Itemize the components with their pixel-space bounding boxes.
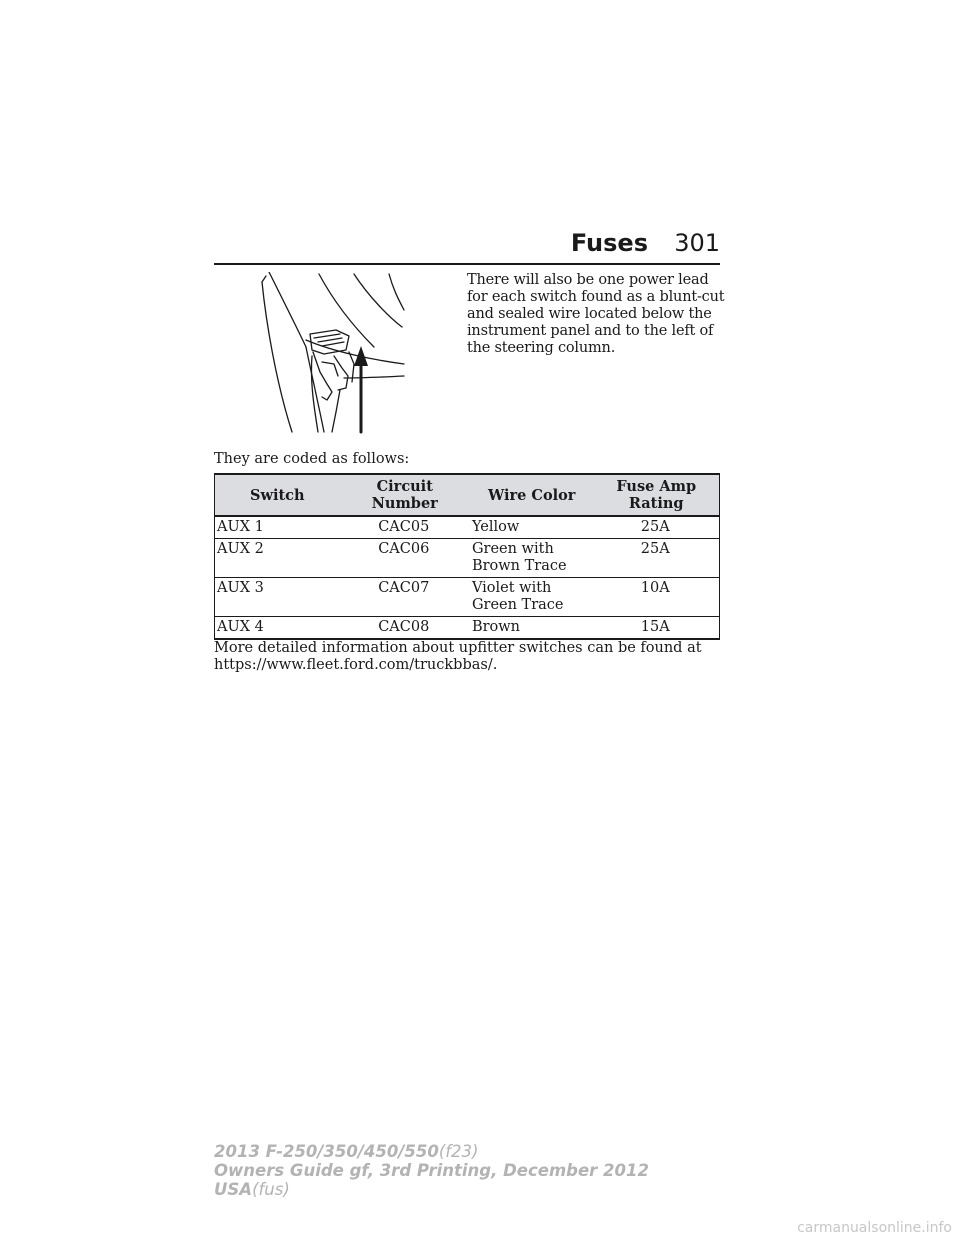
cell-wire-line1: Violet with <box>471 580 552 596</box>
cell-wire-line1: Green with <box>471 541 554 557</box>
header-fuse-amp-rating <box>594 474 720 516</box>
cell-switch: AUX 3 <box>215 578 340 617</box>
cell-wire-color <box>470 516 594 539</box>
cell-wire-color <box>470 578 594 617</box>
header-circuit-line2: Number <box>371 495 438 512</box>
more-info-url: https://www.fleet.ford.com/truckbbas/. <box>214 657 498 673</box>
footer-model-code: (f23) <box>438 1142 479 1161</box>
footer-line2: Owners Guide gf, 3rd Printing, December 2012 <box>214 1161 649 1180</box>
footer-region: USA <box>214 1180 253 1199</box>
cell-switch: AUX 1 <box>215 516 340 539</box>
header-wire-color: Wire Color <box>470 474 594 516</box>
footer-region-code: (fus) <box>252 1180 290 1199</box>
more-info-line1: More detailed information about upfitter switches can be found at <box>214 640 702 656</box>
cell-fuse: 25A <box>594 516 720 539</box>
power-lead-location-illustration <box>214 272 454 437</box>
page-header <box>214 229 720 265</box>
header-switch: Switch <box>215 474 340 516</box>
cell-wire-line1: Brown <box>471 619 521 635</box>
cell-circuit: CAC08 <box>340 617 470 640</box>
cell-wire-line2: Brown Trace <box>471 558 567 574</box>
footer-line3 <box>214 1180 714 1199</box>
cell-switch: AUX 2 <box>215 539 340 578</box>
intro-paragraph: There will also be one power lead for each switch found as a blunt-cut and sealed wire located below the instrument panel and to the left of the steering column. <box>467 272 725 356</box>
table-row <box>215 539 720 578</box>
table-row <box>215 578 720 617</box>
table-header-row <box>215 474 720 516</box>
cell-wire-line1: Yellow <box>471 519 520 535</box>
cell-circuit: CAC05 <box>340 516 470 539</box>
cell-fuse: 25A <box>594 539 720 578</box>
header-fuse-line2: Rating <box>628 495 684 512</box>
page-number: 301 <box>674 229 720 257</box>
table-row <box>215 617 720 640</box>
table-row <box>215 516 720 539</box>
cell-fuse: 10A <box>594 578 720 617</box>
switch-wiring-table <box>214 473 720 640</box>
cell-circuit: CAC06 <box>340 539 470 578</box>
watermark-text: carmanualsonline.info <box>797 1220 952 1236</box>
footer-line1 <box>214 1142 714 1161</box>
section-title: Fuses <box>570 229 648 257</box>
header-fuse-line1: Fuse Amp <box>616 478 697 495</box>
cell-wire-line2: Green Trace <box>471 597 564 613</box>
page-footer <box>214 1142 714 1199</box>
header-circuit-line1: Circuit <box>376 478 433 495</box>
cell-wire-color <box>470 617 594 640</box>
cell-switch: AUX 4 <box>215 617 340 640</box>
more-info-paragraph <box>214 640 720 674</box>
cell-circuit: CAC07 <box>340 578 470 617</box>
footer-model: 2013 F-250/350/450/550 <box>214 1142 439 1161</box>
cell-fuse: 15A <box>594 617 720 640</box>
coded-as-follows-text: They are coded as follows: <box>214 451 410 467</box>
header-circuit-number <box>340 474 470 516</box>
cell-wire-color <box>470 539 594 578</box>
